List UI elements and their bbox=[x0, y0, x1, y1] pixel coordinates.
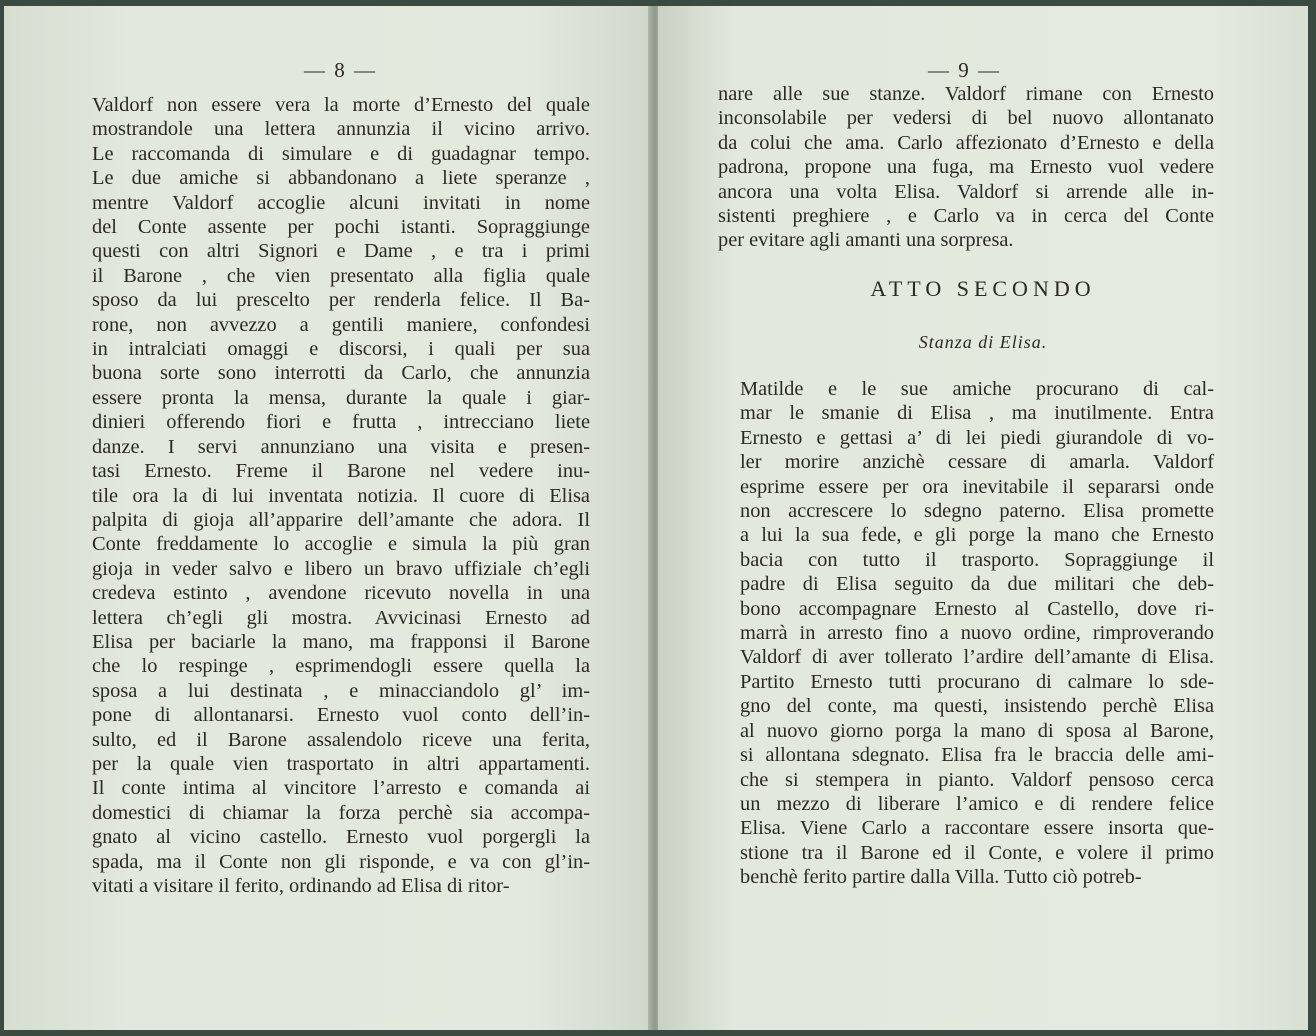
text-line: si allontana sdegnato. Elisa fra le braccia delle ami- bbox=[740, 744, 1214, 767]
text-line: dinieri offerendo fiori e frutta , intrecciano liete bbox=[92, 411, 590, 434]
text-line: questi con altri Signori e Dame , e tra i primi bbox=[92, 240, 590, 263]
scene-title: Stanza di Elisa. bbox=[918, 332, 1048, 352]
text-line: Partito Ernesto tutti procurano di calmare lo sde- bbox=[740, 670, 1214, 693]
text-line: rone, non avvezzo a gentili maniere, confondesi bbox=[92, 313, 590, 336]
text-line: da colui che ama. Carlo affezionato d’Ernesto e della bbox=[718, 131, 1214, 154]
text-line: marrà in arresto fino a nuovo ordine, rimproverando bbox=[740, 622, 1214, 645]
text-line: pone di allontanarsi. Ernesto vuol conto dell’in- bbox=[92, 704, 590, 727]
text-line: vitati a visitare il ferito, ordinando ad Elisa di ritor- bbox=[92, 875, 510, 897]
text-line: Ernesto e gettasi a’ di lei piedi giurandole di vo- bbox=[740, 426, 1214, 449]
right-page-scene-text bbox=[718, 377, 1214, 890]
text-line: palpita di gioja all’apparire dell’amante che adora. Il bbox=[92, 508, 590, 531]
text-line: Valdorf non essere vera la morte d’Ernesto del quale bbox=[92, 94, 590, 116]
text-line: gno del conte, ma questi, insistendo perchè Elisa bbox=[740, 695, 1214, 718]
text-line: gioja in veder salvo e libero un bravo uffiziale ch’egli bbox=[92, 557, 590, 580]
text-line: gnato al vicino castello. Ernesto vuol porgergli la bbox=[92, 826, 590, 849]
text-line: mostrandole una lettera annunzia il vicino arrivo. bbox=[92, 118, 590, 141]
act-title: ATTO SECONDO bbox=[870, 276, 1096, 301]
text-line: Valdorf di aver tollerato l’ardire dell’amante di Elisa. bbox=[740, 646, 1214, 669]
text-line: lettera ch’egli gli mostra. Avvicinasi Ernesto ad bbox=[92, 606, 590, 629]
text-line: che si stempera in pianto. Valdorf pensoso cerca bbox=[740, 768, 1214, 791]
text-line: in intralciati omaggi e discorsi, i quali per sua bbox=[92, 338, 590, 361]
text-line: ancora una volta Elisa. Valdorf si arrende alle in- bbox=[718, 180, 1214, 203]
text-line: padre di Elisa seguito da due militari che deb- bbox=[740, 573, 1214, 596]
text-line: buona sorte sono interrotti da Carlo, che annunzia bbox=[92, 362, 590, 385]
text-line: il Barone , che vien presentato alla figlia quale bbox=[92, 264, 590, 287]
page-number-right: — 9 — bbox=[928, 58, 1001, 82]
text-line: danze. I servi annunziano una visita e presen- bbox=[92, 435, 590, 458]
text-line: tasi Ernesto. Freme il Barone nel vedere inu- bbox=[92, 460, 590, 483]
text-line: Elisa per baciarle la mano, ma frapponsi il Barone bbox=[92, 630, 590, 653]
text-line: credeva estinto , avendone ricevuto novella in una bbox=[92, 582, 590, 605]
text-line: stione tra il Barone ed il Conte, e volere il primo bbox=[740, 841, 1214, 864]
text-line: tile ora la di lui inventata notizia. Il cuore di Elisa bbox=[92, 484, 590, 507]
text-line: benchè ferito partire dalla Villa. Tutto ciò potreb- bbox=[740, 866, 1142, 889]
text-line: Elisa. Viene Carlo a raccontare essere insorta que- bbox=[740, 817, 1214, 840]
text-line: bacia con tutto il trasporto. Sopraggiunge il bbox=[740, 548, 1214, 571]
page-number-left: — 8 — bbox=[304, 58, 377, 82]
text-line: per la quale vien trasportato in altri appartamenti. bbox=[92, 752, 590, 775]
right-page bbox=[658, 6, 1308, 1030]
left-page bbox=[4, 6, 654, 1030]
text-line: a lui la sua fede, e gli porge la mano che Ernesto bbox=[740, 524, 1214, 547]
text-line: non accrescere lo sdegno paterno. Elisa promette bbox=[740, 500, 1214, 523]
text-line: mar le smanie di Elisa , ma inutilmente. Entra bbox=[740, 402, 1214, 425]
text-line: sposo da lui prescelto per renderla felice. Il Ba- bbox=[92, 289, 590, 312]
right-page-intro bbox=[718, 82, 1214, 253]
text-line: sposa a lui destinata , e minacciandolo gl’ im- bbox=[92, 679, 590, 702]
text-line: Il conte intima al vincitore l’arresto e comanda ai bbox=[92, 777, 590, 800]
text-line: che lo respinge , esprimendogli essere quella la bbox=[92, 655, 590, 678]
text-line: inconsolabile per vedersi di bel nuovo allontanato bbox=[718, 107, 1214, 130]
text-line: per evitare agli amanti una sorpresa. bbox=[718, 229, 1014, 252]
text-line: Matilde e le sue amiche procurano di cal- bbox=[740, 378, 1214, 400]
text-line: nare alle sue stanze. Valdorf rimane con Ernesto bbox=[718, 83, 1214, 105]
text-line: bono accompagnare Ernesto al Castello, dove ri- bbox=[740, 597, 1214, 620]
left-page-body bbox=[92, 93, 590, 898]
text-line: al nuovo giorno porga la mano di sposa al Barone, bbox=[740, 719, 1214, 742]
text-line: sistenti preghiere , e Carlo va in cerca del Conte bbox=[718, 205, 1214, 228]
text-line: Le due amiche si abbandonano a liete speranze , bbox=[92, 167, 590, 190]
text-line: padrona, propone una fuga, ma Ernesto vuol vedere bbox=[718, 156, 1214, 179]
text-line: spada, ma il Conte non gli risponde, e va con gl’in- bbox=[92, 850, 590, 873]
text-line: sulto, ed il Barone assalendolo riceve una ferita, bbox=[92, 728, 590, 751]
text-line: mentre Valdorf accoglie alcuni invitati in nome bbox=[92, 191, 590, 214]
text-line: ler morire anzichè cessare di amarla. Valdorf bbox=[740, 451, 1214, 474]
text-line: del Conte assente per pochi istanti. Sopraggiunge bbox=[92, 216, 590, 239]
text-line: essere pronta la mensa, durante la quale i giar- bbox=[92, 386, 590, 409]
text-line: Le raccomanda di simulare e di guadagnar tempo. bbox=[92, 142, 590, 165]
text-line: Conte freddamente lo accoglie e simula la più gran bbox=[92, 533, 590, 556]
text-line: esprime essere per ora inevitabile il separarsi onde bbox=[740, 475, 1214, 498]
text-line: domestici di chiamar la forza perchè sia accompa- bbox=[92, 801, 590, 824]
text-line: un mezzo di liberare l’amico e di rendere felice bbox=[740, 792, 1214, 815]
